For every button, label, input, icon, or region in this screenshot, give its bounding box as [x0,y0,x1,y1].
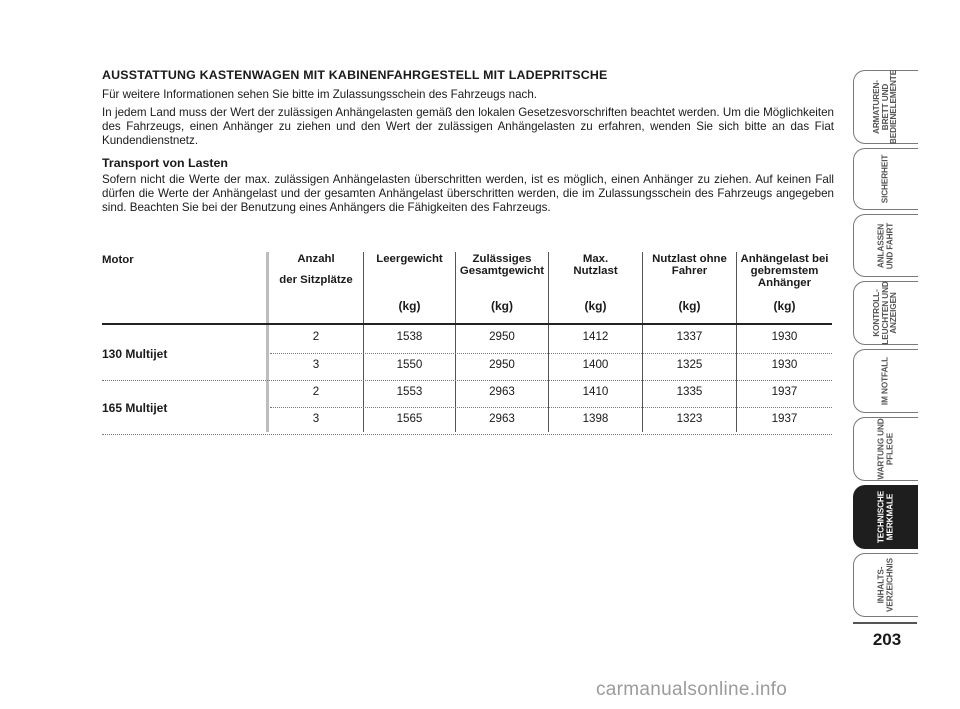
cell-gross-weight: 2963 [489,385,515,398]
unit-payload-no-driver: (kg) [678,299,701,313]
cell-gross-weight: 2950 [489,330,515,343]
weights-table [102,252,832,436]
page-number-rule [853,622,917,624]
header-empty-weight: Leergewicht [376,253,443,265]
header-trailer-line1: Anhängelast bei [740,253,829,265]
header-rule [102,323,832,325]
cell-trailer-load: 1930 [771,358,798,371]
row-divider [270,353,832,354]
tab-kontrollleuchten[interactable] [853,281,918,345]
watermark: carmanualsonline.info [596,679,788,700]
subsection-title: Transport von Lasten [102,156,228,170]
cell-empty-weight: 1550 [396,358,423,371]
cell-empty-weight: 1565 [396,412,423,425]
tab-armaturenbrett[interactable] [853,70,918,144]
header-payload-line1: Max. [582,253,609,265]
unit-max-payload: (kg) [584,299,607,313]
engine-name: 130 Multijet [102,347,168,361]
engine-name: 165 Multijet [102,401,168,415]
tab-label: SICHERHEIT [880,154,890,204]
header-max-payload [549,253,642,277]
tab-label: ARMATUREN- BRETT UND BEDIENELEMENTE [872,69,899,145]
unit-empty-weight: (kg) [398,299,421,313]
header-gross-line2: Gesamtgewicht [459,265,545,277]
tab-label: IM NOTFALL [880,356,890,406]
header-seats-line1: Anzahl [297,253,335,265]
cell-payload-no-driver: 1337 [676,330,703,343]
header-nodriver-line1: Nutzlast ohne [652,253,727,265]
header-seats-line2: der Sitzplätze [279,274,353,286]
header-gross-line1: Zulässiges [472,253,532,265]
tab-im-notfall[interactable] [853,349,918,413]
cell-trailer-load: 1930 [771,330,798,343]
tab-anlassen[interactable] [853,214,918,277]
row-divider [270,407,832,408]
cell-payload-no-driver: 1325 [676,358,703,371]
section-title: AUSSTATTUNG KASTENWAGEN MIT KABINENFAHRGESTELL MIT LADEPRITSCHE [102,68,608,82]
header-trailer-load [737,253,832,289]
cell-max-payload: 1400 [582,358,609,371]
unit-trailer-load: (kg) [773,299,796,313]
table-bottom-rule [102,434,832,435]
header-motor: Motor [102,254,134,266]
tab-label: ANLASSEN UND FAHRT [876,222,894,269]
header-nodriver-line2: Fahrer [671,265,708,277]
header-trailer-line2: gebremstem [750,265,819,277]
unit-gross-weight: (kg) [491,299,513,313]
cell-gross-weight: 2950 [489,358,515,371]
tab-wartung[interactable] [853,417,918,481]
load-paragraph: Sofern nicht die Werte der max. zulässigen Anhängelasten überschritten werden, ist es möglich, einen Anhänger zu ziehen. Auf keinen Fall dürfen die Werte der Anhängelast und der gesamten Anhängelast überschritten werden, die im Zulassungsschein des Fahrzeugs angegeben sind. Beachten Sie bei der Benutzung eines Anhängers die Fähigkeiten des Fahrzeugs. [102,173,834,214]
header-seats [270,253,362,286]
header-gross-weight [456,253,548,277]
cell-seats: 3 [312,358,320,371]
cell-gross-weight: 2963 [489,412,515,425]
tab-technische-merkmale[interactable] [853,485,918,549]
tab-label: KONTROLL- LEUCHTEN UND ANZEIGEN [872,281,899,345]
tab-inhaltsverzeichnis[interactable] [853,553,918,617]
page-number: 203 [872,630,902,649]
cell-seats: 3 [312,412,320,425]
header-payload-line2: Nutzlast [573,265,618,277]
cell-empty-weight: 1553 [396,385,423,398]
tab-sicherheit[interactable] [853,148,918,210]
cell-seats: 2 [312,385,320,398]
header-trailer-line3: Anhänger [757,277,812,289]
cell-payload-no-driver: 1323 [676,412,703,425]
cell-max-payload: 1412 [582,330,609,343]
tab-label: WARTUNG UND PFLEGE [876,418,894,480]
cell-max-payload: 1410 [582,385,609,398]
legal-paragraph: In jedem Land muss der Wert der zulässigen Anhängelasten gemäß den lokalen Gesetzesvorschriften beachtet werden. Um die Möglichkeiten des Fahrzeugs, einen Anhänger zu ziehen und den Wert der zulässigen Anhängelasten zu erfahren, wenden Sie sich bitte an das Fiat Kundendienstnetz. [102,106,834,147]
header-payload-no-driver [643,253,736,277]
cell-trailer-load: 1937 [771,385,798,398]
cell-seats: 2 [312,330,320,343]
tab-label: TECHNISCHE MERKMALE [876,490,894,544]
cell-payload-no-driver: 1335 [676,385,703,398]
cell-max-payload: 1398 [582,412,609,425]
info-paragraph: Für weitere Informationen sehen Sie bitte im Zulassungsschein des Fahrzeugs nach. [102,88,537,101]
cell-trailer-load: 1937 [771,412,798,425]
column-separator [266,252,269,432]
tab-label: INHALTS- VERZEICHNIS [876,558,894,612]
cell-empty-weight: 1538 [396,330,423,343]
document-body [102,68,834,219]
group-divider [102,380,832,381]
